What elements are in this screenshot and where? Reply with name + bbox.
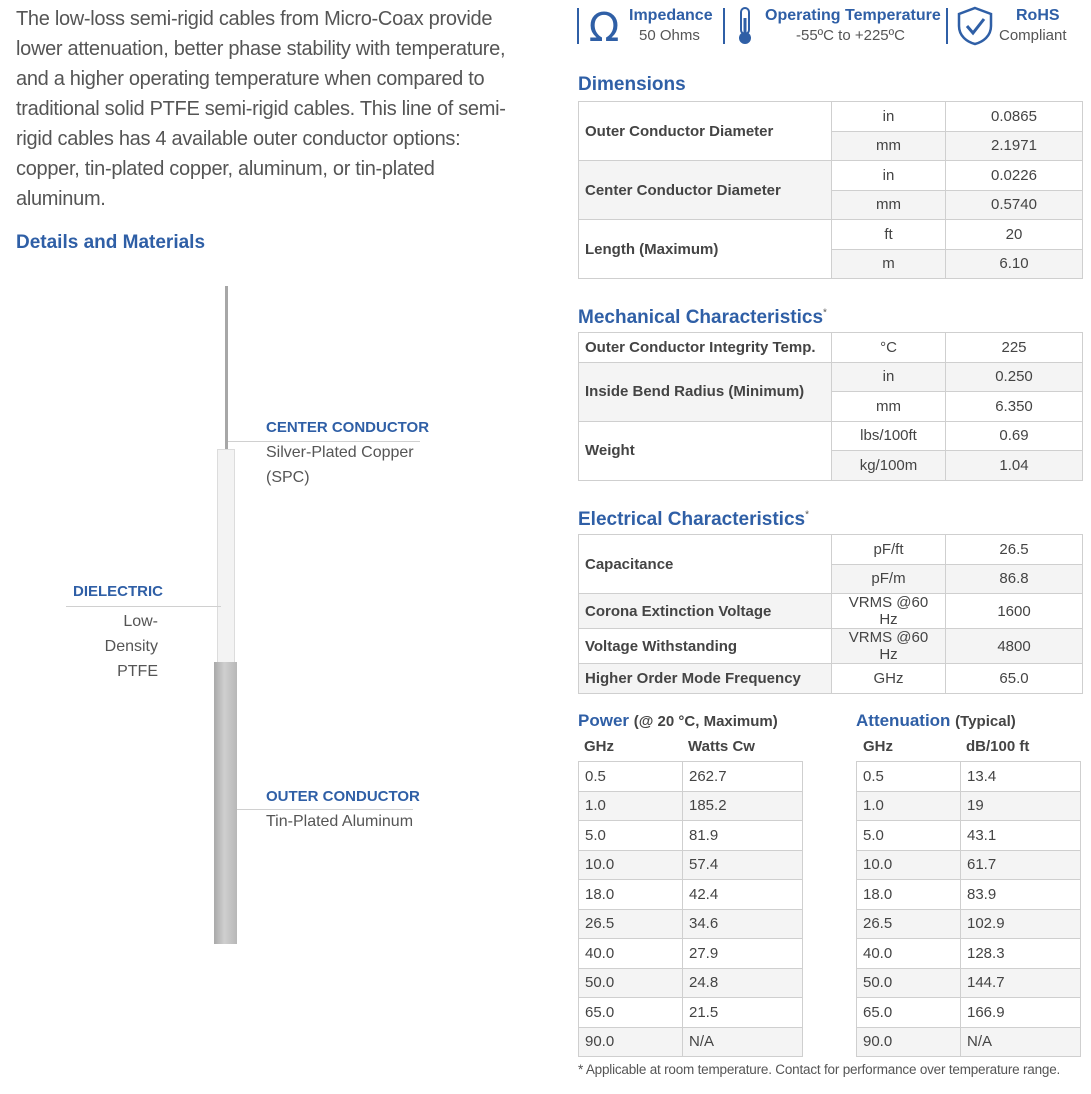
table-row: [579, 102, 1083, 132]
frequency-cell: 1.0: [579, 791, 683, 821]
value-cell: 1600: [946, 594, 1083, 629]
value-cell: 83.9: [961, 880, 1081, 910]
power-col-watts: Watts Cw: [688, 738, 755, 755]
table-row: [857, 821, 1081, 851]
table-row: [579, 762, 803, 792]
frequency-cell: 26.5: [579, 909, 683, 939]
value-cell: N/A: [683, 1027, 803, 1057]
frequency-cell: 40.0: [579, 939, 683, 969]
unit-cell: VRMS @60 Hz: [832, 629, 946, 664]
attenuation-col-ghz: GHz: [863, 738, 893, 755]
electrical-table: [578, 534, 1083, 694]
value-cell: 86.8: [946, 564, 1083, 594]
center-conductor-desc: [266, 440, 414, 490]
value-cell: 4800: [946, 629, 1083, 664]
svg-text:Ω: Ω: [588, 5, 620, 47]
rohs-value: Compliant: [999, 27, 1067, 44]
divider: [723, 8, 725, 44]
table-row: [857, 1027, 1081, 1057]
row-label: Length (Maximum): [579, 220, 832, 279]
unit-cell: mm: [832, 131, 946, 161]
table-row: [579, 220, 1083, 250]
unit-cell: ft: [832, 220, 946, 250]
unit-cell: GHz: [832, 664, 946, 694]
frequency-cell: 90.0: [579, 1027, 683, 1057]
electrical-title-text: Electrical Characteristics: [578, 509, 806, 530]
value-cell: 13.4: [961, 762, 1081, 792]
value-cell: 0.250: [946, 362, 1083, 392]
value-cell: 20: [946, 220, 1083, 250]
value-cell: 2.1971: [946, 131, 1083, 161]
table-row: [579, 880, 803, 910]
impedance-title: Impedance: [629, 7, 713, 24]
value-cell: 21.5: [683, 998, 803, 1028]
value-cell: 6.10: [946, 249, 1083, 279]
value-cell: 26.5: [946, 535, 1083, 565]
mechanical-title-text: Mechanical Characteristics: [578, 307, 824, 328]
table-row: [857, 880, 1081, 910]
table-row: [579, 629, 1083, 664]
frequency-cell: 90.0: [857, 1027, 961, 1057]
value-cell: 65.0: [946, 664, 1083, 694]
row-label: Corona Extinction Voltage: [579, 594, 832, 629]
value-cell: 225: [946, 333, 1083, 363]
center-conductor-line1: Silver-Plated Copper: [266, 444, 414, 461]
value-cell: 1.04: [946, 451, 1083, 481]
outer-conductor-title: OUTER CONDUCTOR: [266, 788, 420, 805]
row-label: Voltage Withstanding: [579, 629, 832, 664]
rohs-shield-icon: [956, 6, 994, 51]
value-cell: 43.1: [961, 821, 1081, 851]
frequency-cell: 0.5: [579, 762, 683, 792]
value-cell: 19: [961, 791, 1081, 821]
table-row: [579, 333, 1083, 363]
value-cell: 61.7: [961, 850, 1081, 880]
dimensions-title: Dimensions: [578, 74, 686, 95]
table-row: [579, 421, 1083, 451]
frequency-cell: 18.0: [579, 880, 683, 910]
power-table: [578, 761, 803, 1057]
footnote: * Applicable at room temperature. Contact for performance over temperature range.: [578, 1062, 1061, 1077]
power-col-ghz: GHz: [584, 738, 614, 755]
thermometer-icon: [734, 6, 756, 51]
table-row: [579, 161, 1083, 191]
rohs-title: RoHS: [1016, 7, 1060, 24]
power-qualifier: (@ 20 °C, Maximum): [633, 713, 778, 730]
mechanical-table: [578, 332, 1083, 481]
frequency-cell: 65.0: [857, 998, 961, 1028]
table-row: [579, 909, 803, 939]
frequency-cell: 10.0: [579, 850, 683, 880]
unit-cell: pF/m: [832, 564, 946, 594]
value-cell: 0.5740: [946, 190, 1083, 220]
frequency-cell: 18.0: [857, 880, 961, 910]
impedance-value: 50 Ohms: [639, 27, 700, 44]
table-row: [579, 850, 803, 880]
table-row: [579, 998, 803, 1028]
value-cell: 27.9: [683, 939, 803, 969]
dielectric-line1: Low-Density: [104, 613, 158, 655]
dielectric-desc: [70, 609, 158, 684]
divider: [946, 8, 948, 44]
frequency-cell: 40.0: [857, 939, 961, 969]
unit-cell: in: [832, 362, 946, 392]
table-row: [857, 909, 1081, 939]
frequency-cell: 50.0: [857, 968, 961, 998]
power-title-text: Power: [578, 711, 630, 730]
outer-conductor-layer: [214, 662, 237, 944]
dimensions-table: [578, 101, 1083, 279]
details-heading: Details and Materials: [16, 232, 206, 253]
value-cell: 102.9: [961, 909, 1081, 939]
value-cell: 185.2: [683, 791, 803, 821]
unit-cell: pF/ft: [832, 535, 946, 565]
frequency-cell: 26.5: [857, 909, 961, 939]
value-cell: N/A: [961, 1027, 1081, 1057]
unit-cell: in: [832, 161, 946, 191]
table-row: [579, 939, 803, 969]
center-conductor-title: CENTER CONDUCTOR: [266, 419, 430, 436]
value-cell: 128.3: [961, 939, 1081, 969]
unit-cell: lbs/100ft: [832, 421, 946, 451]
frequency-cell: 65.0: [579, 998, 683, 1028]
divider: [577, 8, 579, 44]
dielectric-line2: PTFE: [117, 663, 158, 680]
asterisk-mark: *: [805, 509, 809, 521]
row-label: Outer Conductor Diameter: [579, 102, 832, 161]
mechanical-title: [578, 307, 827, 329]
value-cell: 166.9: [961, 998, 1081, 1028]
frequency-cell: 50.0: [579, 968, 683, 998]
attenuation-title-text: Attenuation: [856, 711, 951, 730]
value-cell: 81.9: [683, 821, 803, 851]
table-row: [579, 362, 1083, 392]
frequency-cell: 5.0: [579, 821, 683, 851]
table-row: [579, 594, 1083, 629]
table-row: [579, 1027, 803, 1057]
table-row: [857, 968, 1081, 998]
value-cell: 34.6: [683, 909, 803, 939]
power-title: [578, 711, 778, 731]
value-cell: 0.0865: [946, 102, 1083, 132]
table-row: [857, 850, 1081, 880]
table-row: [579, 664, 1083, 694]
value-cell: 262.7: [683, 762, 803, 792]
value-cell: 0.0226: [946, 161, 1083, 191]
temperature-title: Operating Temperature: [765, 7, 941, 24]
table-row: [579, 535, 1083, 565]
row-label: Inside Bend Radius (Minimum): [579, 362, 832, 421]
value-cell: 0.69: [946, 421, 1083, 451]
row-label: Capacitance: [579, 535, 832, 594]
unit-cell: °C: [832, 333, 946, 363]
table-row: [857, 791, 1081, 821]
table-row: [857, 939, 1081, 969]
table-row: [857, 762, 1081, 792]
table-row: [579, 791, 803, 821]
row-label: Outer Conductor Integrity Temp.: [579, 333, 832, 363]
unit-cell: in: [832, 102, 946, 132]
unit-cell: m: [832, 249, 946, 279]
table-row: [579, 821, 803, 851]
attenuation-title: [856, 711, 1016, 731]
value-cell: 57.4: [683, 850, 803, 880]
center-conductor-line2: (SPC): [266, 469, 310, 486]
center-conductor-wire: [225, 286, 228, 451]
frequency-cell: 1.0: [857, 791, 961, 821]
frequency-cell: 5.0: [857, 821, 961, 851]
electrical-title: [578, 509, 809, 531]
value-cell: 24.8: [683, 968, 803, 998]
frequency-cell: 10.0: [857, 850, 961, 880]
temperature-value: -55ºC to +225ºC: [796, 27, 905, 44]
row-label: Weight: [579, 421, 832, 480]
attenuation-qualifier: (Typical): [955, 713, 1016, 730]
frequency-cell: 0.5: [857, 762, 961, 792]
value-cell: 42.4: [683, 880, 803, 910]
attenuation-table: [856, 761, 1081, 1057]
table-row: [857, 998, 1081, 1028]
row-label: Higher Order Mode Frequency: [579, 664, 832, 694]
dielectric-leader-line: [66, 606, 221, 607]
outer-conductor-line1: Tin-Plated Aluminum: [266, 813, 414, 830]
row-label: Center Conductor Diameter: [579, 161, 832, 220]
attenuation-col-db: dB/100 ft: [966, 738, 1030, 755]
unit-cell: mm: [832, 392, 946, 422]
dielectric-title: DIELECTRIC: [73, 583, 163, 600]
asterisk-mark: *: [823, 307, 827, 319]
unit-cell: kg/100m: [832, 451, 946, 481]
unit-cell: mm: [832, 190, 946, 220]
unit-cell: VRMS @60 Hz: [832, 594, 946, 629]
outer-conductor-desc: [266, 809, 413, 834]
value-cell: 6.350: [946, 392, 1083, 422]
dielectric-layer: [217, 449, 235, 663]
table-row: [579, 968, 803, 998]
intro-paragraph: The low-loss semi-rigid cables from Micro-Coax provide lower attenuation, better phase stability with temperature, and a higher operating temperature when compared to traditional solid PTFE semi-rigid cables. This line of semi-rigid cables has 4 available outer conductor options: copper, tin-plated copper, aluminum, or tin-plated aluminum.: [16, 8, 506, 210]
value-cell: 144.7: [961, 968, 1081, 998]
omega-icon: [583, 5, 625, 52]
